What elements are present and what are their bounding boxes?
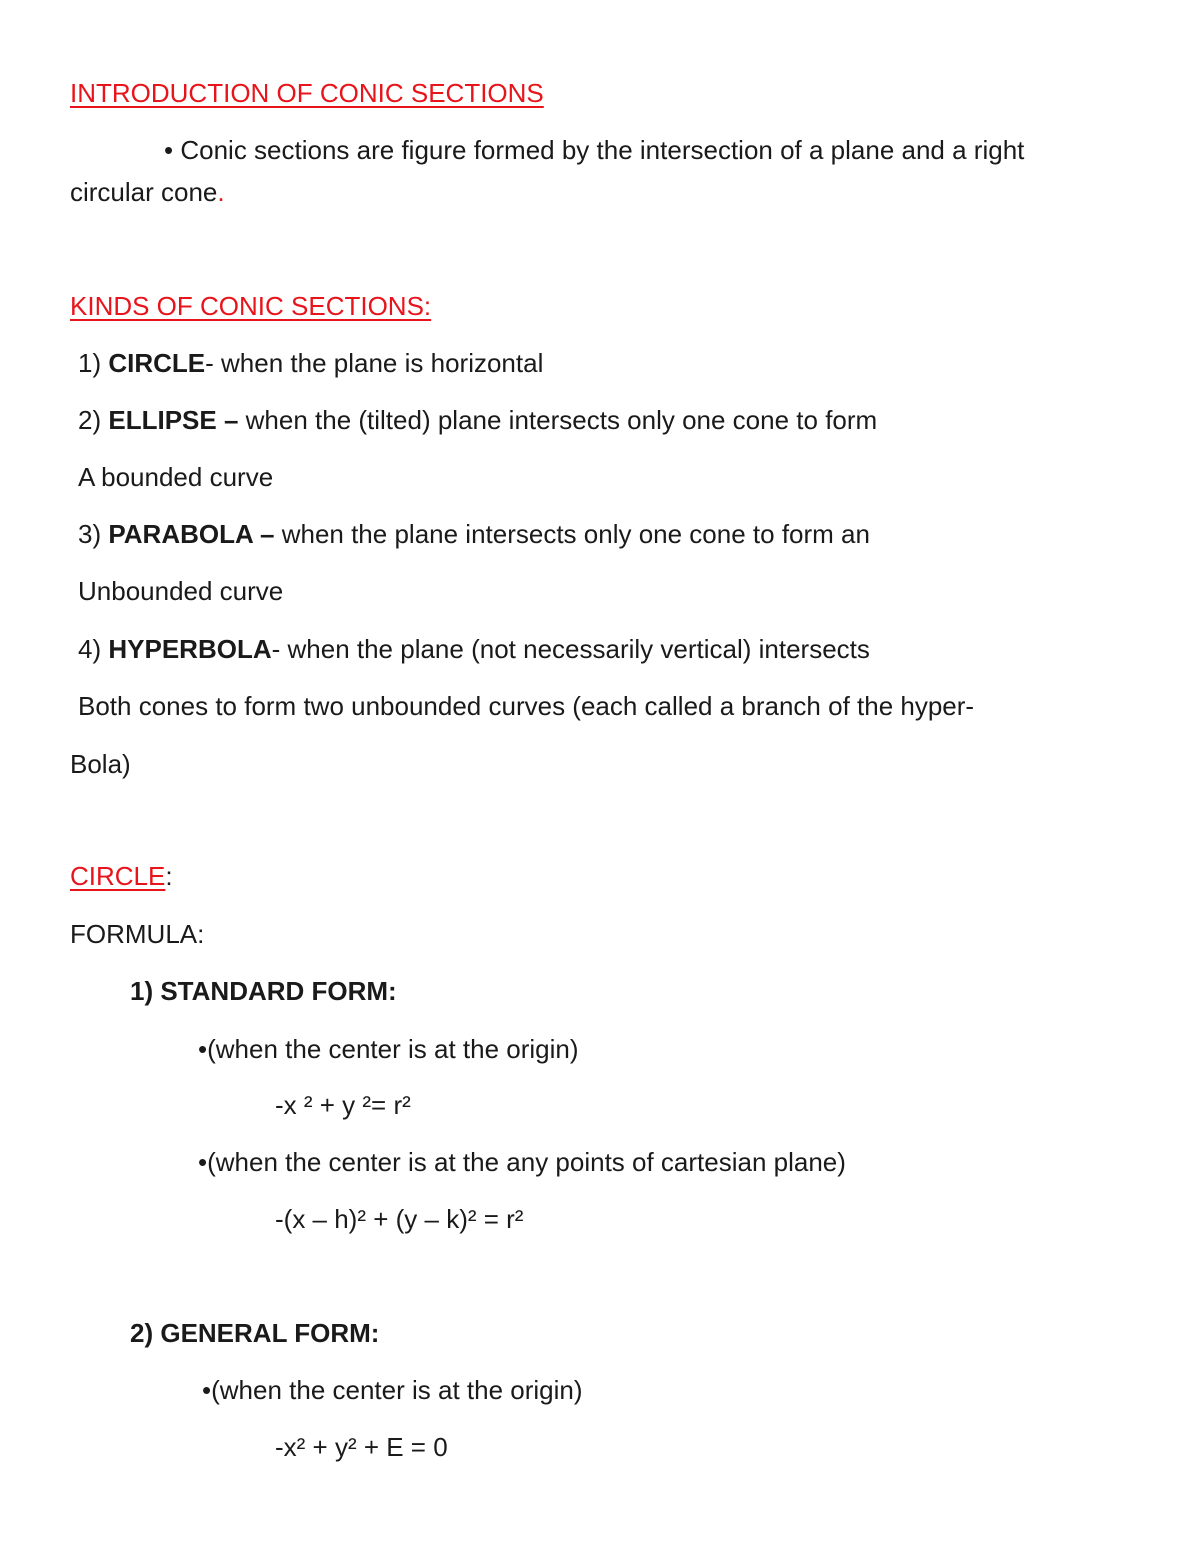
intro-period: . [217, 177, 225, 207]
general-equation-origin: -x² + y² + E = 0 [275, 1432, 448, 1462]
intro-paragraph-line-1 [164, 137, 1024, 163]
bullet: • [164, 135, 174, 165]
kind-item-hyperbola-cont2: Bola) [70, 749, 131, 779]
kind-term: CIRCLE [108, 348, 206, 378]
general-form-title: 2) GENERAL FORM: [130, 1318, 380, 1348]
standard-equation-any-point: -(x – h)² + (y – k)² = r² [275, 1204, 524, 1234]
kind-item-parabola [78, 521, 870, 547]
kind-item-hyperbola-cont: Both cones to form two unbounded curves (each called a branch of the hyper- [78, 691, 975, 721]
kind-desc: - when the plane (not necessarily vertical) intersects [271, 634, 870, 664]
standard-equation-origin: -x ² + y ²= r² [275, 1090, 411, 1120]
circle-heading: CIRCLE [70, 861, 166, 891]
kind-desc: - when the plane is horizontal [205, 348, 544, 378]
intro-text-line-2: circular cone [70, 177, 218, 207]
kind-number: 4) [78, 634, 102, 664]
intro-heading: INTRODUCTION OF CONIC SECTIONS [70, 78, 544, 108]
standard-form-title: 1) STANDARD FORM: [130, 976, 397, 1006]
circle-heading-colon: : [165, 861, 173, 891]
kind-item-ellipse [78, 407, 877, 433]
intro-paragraph-line-2 [70, 179, 225, 205]
kind-number: 2) [78, 405, 102, 435]
formula-label: FORMULA: [70, 919, 205, 949]
standard-bullet-any-point: •(when the center is at the any points of cartesian plane) [198, 1147, 846, 1177]
kind-desc: when the plane intersects only one cone to form an [274, 519, 870, 549]
kind-item-ellipse-cont: A bounded curve [78, 462, 274, 492]
kind-term: ELLIPSE – [108, 405, 239, 435]
kind-number: 3) [78, 519, 102, 549]
kind-term: HYPERBOLA [108, 634, 272, 664]
kinds-heading: KINDS OF CONIC SECTIONS: [70, 291, 432, 321]
circle-heading-line [70, 863, 173, 889]
kind-item-circle [78, 350, 543, 376]
kind-term: PARABOLA – [108, 519, 275, 549]
kind-desc: when the (tilted) plane intersects only one cone to form [238, 405, 878, 435]
intro-text-line-1: Conic sections are figure formed by the intersection of a plane and a right [180, 135, 1025, 165]
kind-number: 1) [78, 348, 102, 378]
kind-item-hyperbola [78, 636, 870, 662]
general-bullet-origin: •(when the center is at the origin) [202, 1375, 583, 1405]
kind-item-parabola-cont: Unbounded curve [78, 576, 284, 606]
standard-bullet-origin: •(when the center is at the origin) [198, 1034, 579, 1064]
